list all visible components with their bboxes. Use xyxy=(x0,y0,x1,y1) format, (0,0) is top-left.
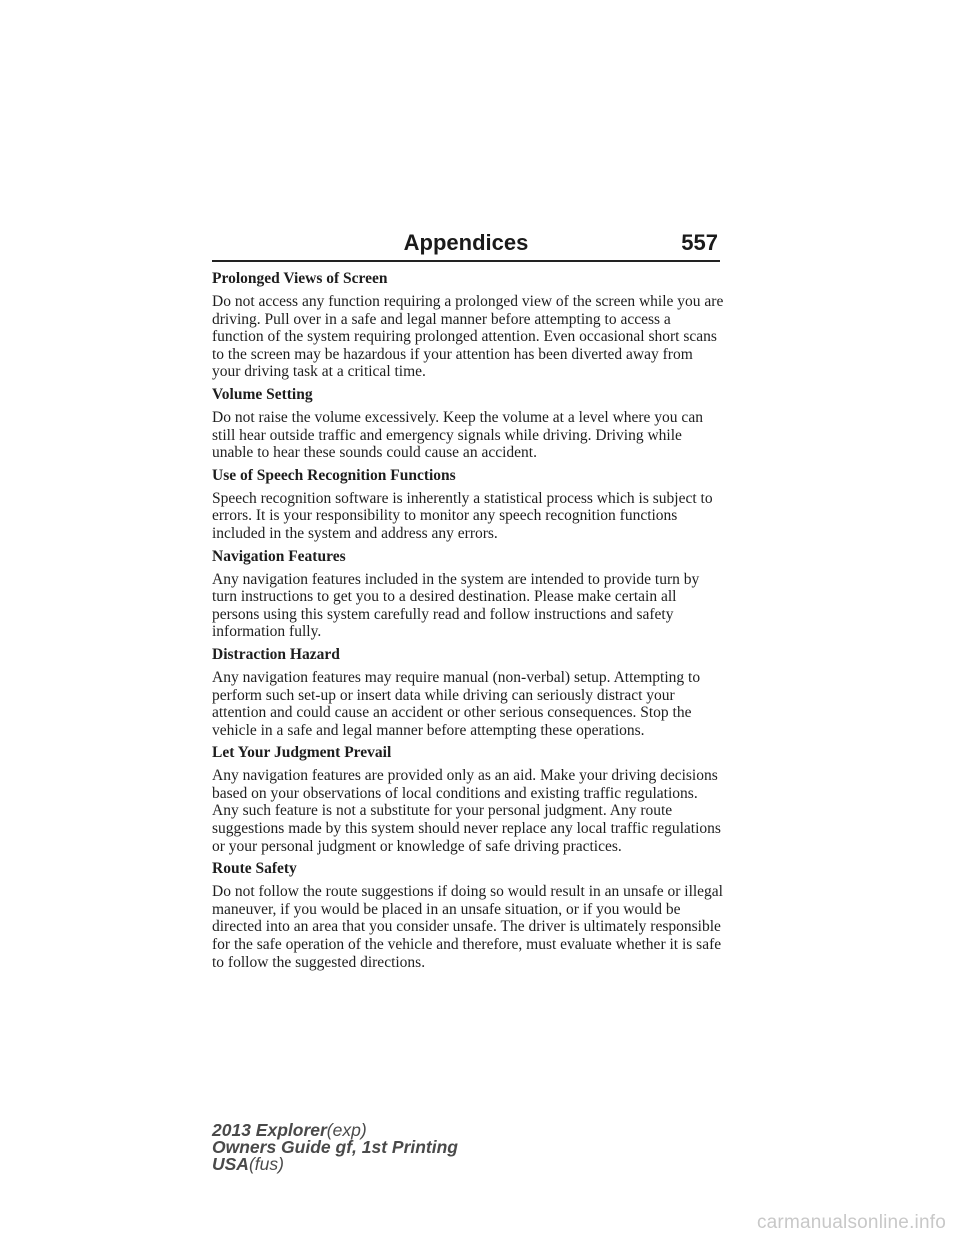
section-heading: Distraction Hazard xyxy=(212,645,340,663)
page-number: 557 xyxy=(681,230,718,255)
site-watermark: carmanualsonline.info xyxy=(756,1212,946,1233)
section-heading: Route Safety xyxy=(212,860,297,878)
section-title-appendices: Appendices xyxy=(403,230,529,255)
section-heading: Volume Setting xyxy=(212,385,313,403)
footer-model-code: (exp) xyxy=(326,1120,367,1140)
page-header xyxy=(212,228,720,262)
section-volume-setting xyxy=(212,386,724,462)
footer-model-name: 2013 Explorer xyxy=(212,1120,327,1140)
section-paragraph: Any navigation features may require manual (non-verbal) setup. Attempting to perform such set-up or insert data while driving can seriously distract your attention and could cause an accident or other serious consequences. Stop the vehicle in a safe and legal manner before attempting these operations. xyxy=(212,668,701,739)
section-paragraph: Any navigation features included in the system are intended to provide turn by turn instructions to get you to a desired destination. Please make certain all persons using this system carefully read and follow instructions and safety information fully. xyxy=(212,570,700,641)
document-body xyxy=(212,270,724,976)
section-paragraph: Speech recognition software is inherently a statistical process which is subject to errors. It is your responsibility to monitor any speech recognition functions included in the system and address any errors. xyxy=(212,489,713,542)
section-heading: Prolonged Views of Screen xyxy=(212,270,388,287)
section-paragraph: Do not follow the route suggestions if doing so would result in an unsafe or illegal maneuver, if you would be placed in an unsafe situation, or if you would be directed into an area that you consider unsafe. The driver is ultimately responsible for the safe operation of the vehicle and therefore, must evaluate whether it is safe to follow the suggested directions. xyxy=(212,883,723,971)
footer-line-printing: Owners Guide gf, 1st Printing xyxy=(212,1137,458,1157)
section-speech-recognition xyxy=(212,467,724,543)
print-info-footer xyxy=(212,1122,458,1173)
section-route-safety xyxy=(212,860,724,971)
section-paragraph: Any navigation features are provided only as an aid. Make your driving decisions based on your observations of local conditions and existing traffic regulations. Any such feature is not a substitute for your personal judgment. Any route suggestions made by this system should never replace any local traffic regulations or your personal judgment or knowledge of safe driving practices. xyxy=(212,767,721,855)
section-navigation-features xyxy=(212,548,724,641)
section-judgment-prevail xyxy=(212,744,724,855)
section-heading: Navigation Features xyxy=(212,547,346,565)
section-distraction-hazard xyxy=(212,646,724,739)
footer-market-code: (fus) xyxy=(248,1154,284,1174)
footer-market-name: USA xyxy=(212,1154,249,1174)
section-prolonged-views xyxy=(212,270,724,381)
footer-line-market xyxy=(212,1156,458,1173)
section-heading: Use of Speech Recognition Functions xyxy=(212,466,456,484)
section-paragraph: Do not access any function requiring a prolonged view of the screen while you are driving. Pull over in a safe and legal manner before attempting to access a function of the system requiring prolonged attention. Even occasional short scans to the screen may be hazardous if your attention has been diverted away from your driving task at a critical time. xyxy=(212,293,724,381)
section-heading: Let Your Judgment Prevail xyxy=(212,744,392,762)
section-paragraph: Do not raise the volume excessively. Keep the volume at a level where you can still hear outside traffic and emergency signals while driving. Driving while unable to hear these sounds could cause an accident. xyxy=(212,408,703,462)
